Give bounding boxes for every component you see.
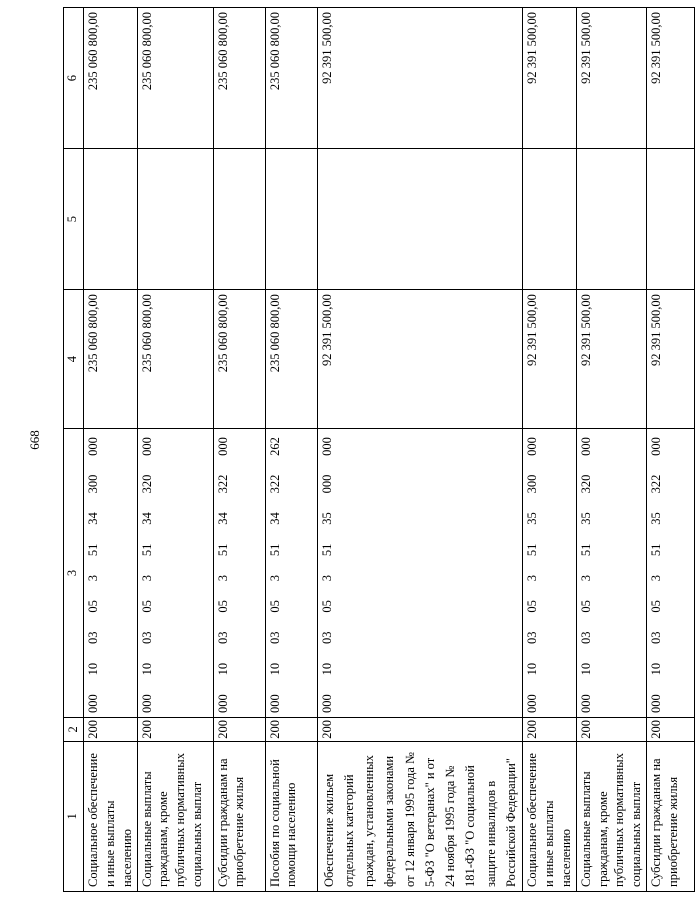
table-body: [83, 8, 694, 892]
row-col-2: 200: [647, 717, 695, 741]
row-col-6: 92 391 500,00: [523, 8, 577, 149]
code-segment: 51: [319, 543, 334, 557]
row-col-4: 92 391 500,00: [647, 290, 695, 429]
code-segment: 10: [525, 662, 539, 676]
table-row: [576, 8, 647, 892]
code-segment: 000: [649, 437, 664, 456]
code-segment: 35: [578, 512, 593, 525]
code-segment: 000: [215, 437, 230, 456]
code-segment: 05: [267, 600, 282, 613]
code-segment: 05: [649, 600, 664, 613]
table-row: [137, 8, 213, 892]
code-segment: 000: [319, 474, 334, 494]
code-segment: 000: [578, 437, 593, 456]
code-segment: 3: [578, 575, 593, 582]
row-codes: [647, 428, 695, 717]
code-segment: 05: [578, 600, 593, 613]
row-codes: [83, 428, 137, 717]
code-segment: 10: [215, 662, 230, 676]
row-col-5: [647, 149, 695, 290]
code-list: [319, 433, 336, 713]
code-segment: 10: [139, 662, 154, 676]
row-col-2: 200: [523, 717, 577, 741]
row-col-4: 92 391 500,00: [576, 290, 647, 429]
row-codes: [213, 428, 265, 717]
budget-table: [63, 7, 695, 892]
row-col-2: 200: [137, 717, 213, 741]
code-segment: 03: [525, 631, 539, 644]
row-codes: [137, 428, 213, 717]
code-segment: 3: [139, 575, 154, 582]
row-col-5: [137, 149, 213, 290]
header-col-1: 1: [64, 741, 84, 891]
row-col-5: [317, 149, 523, 290]
code-segment: 05: [319, 600, 334, 613]
row-col-4: 92 391 500,00: [523, 290, 577, 429]
code-segment: 322: [649, 474, 664, 494]
code-segment: 322: [267, 474, 282, 494]
row-codes: [317, 428, 523, 717]
row-col-2: 200: [576, 717, 647, 741]
code-segment: 000: [649, 694, 664, 713]
row-col-5: [523, 149, 577, 290]
table-row: [523, 8, 577, 892]
code-segment: 3: [649, 575, 664, 582]
code-segment: 03: [578, 631, 593, 644]
table-row: [647, 8, 695, 892]
row-col-2: 200: [317, 717, 523, 741]
code-segment: 03: [319, 631, 334, 644]
row-name: Социальные выплаты гражданам, кроме публичных нормативных социальных выплат: [137, 741, 213, 891]
code-segment: 320: [139, 474, 154, 494]
code-segment: 34: [267, 512, 282, 525]
row-col-5: [576, 149, 647, 290]
code-segment: 000: [85, 694, 100, 713]
row-name: Субсидии гражданам на приобретение жилья: [647, 741, 695, 891]
code-segment: 05: [85, 600, 100, 613]
code-list: [648, 433, 665, 713]
table-row: [83, 8, 137, 892]
code-segment: 51: [267, 543, 282, 557]
code-segment: 34: [215, 512, 230, 525]
row-name: Субсидии гражданам на приобретение жилья: [213, 741, 265, 891]
row-col-6: 92 391 500,00: [576, 8, 647, 149]
row-col-6: 92 391 500,00: [647, 8, 695, 149]
code-segment: 322: [215, 474, 230, 494]
code-segment: 000: [578, 694, 593, 713]
code-segment: 10: [319, 662, 334, 676]
rotated-page: [63, 7, 680, 892]
code-segment: 51: [578, 543, 593, 557]
header-col-3: 3: [64, 428, 84, 717]
row-name: Социальные выплаты гражданам, кроме публичных нормативных социальных выплат: [576, 741, 647, 891]
code-segment: 000: [525, 694, 539, 713]
code-list: [267, 433, 284, 713]
row-col-4: 235 060 800,00: [265, 290, 317, 429]
code-segment: 000: [267, 694, 282, 713]
code-segment: 03: [215, 631, 230, 644]
header-row: [64, 8, 84, 892]
row-col-4: 235 060 800,00: [213, 290, 265, 429]
header-col-2: 2: [64, 717, 84, 741]
table-row: [213, 8, 265, 892]
code-segment: 3: [267, 575, 282, 582]
code-list: [524, 433, 541, 713]
code-segment: 03: [85, 631, 100, 644]
code-segment: 03: [267, 631, 282, 644]
header-col-5: 5: [64, 149, 84, 290]
row-col-4: 235 060 800,00: [137, 290, 213, 429]
code-segment: 34: [85, 512, 100, 525]
row-col-5: [213, 149, 265, 290]
code-segment: 35: [525, 512, 539, 525]
code-segment: 10: [267, 662, 282, 676]
code-segment: 34: [139, 512, 154, 525]
row-name: Пособия по социальной помощи населению: [265, 741, 317, 891]
code-segment: 3: [85, 575, 100, 582]
code-segment: 3: [215, 575, 230, 582]
code-segment: 51: [649, 543, 664, 557]
code-segment: 35: [319, 512, 334, 525]
code-segment: 262: [267, 437, 282, 456]
row-col-6: 235 060 800,00: [213, 8, 265, 149]
page-number: 668: [27, 430, 42, 450]
row-codes: [576, 428, 647, 717]
code-segment: 320: [578, 474, 593, 494]
row-codes: [265, 428, 317, 717]
code-segment: 300: [525, 474, 539, 494]
header-col-4: 4: [64, 290, 84, 429]
code-segment: 10: [578, 662, 593, 676]
code-segment: 000: [319, 437, 334, 456]
row-name: Социальное обеспечение и иные выплаты населению: [523, 741, 577, 891]
code-segment: 35: [649, 512, 664, 525]
row-name: Социальное обеспечение и иные выплаты населению: [83, 741, 137, 891]
code-segment: 51: [139, 543, 154, 557]
code-segment: 000: [525, 437, 539, 456]
code-segment: 03: [649, 631, 664, 644]
row-col-2: 200: [265, 717, 317, 741]
row-col-6: 235 060 800,00: [83, 8, 137, 149]
row-col-6: 235 060 800,00: [265, 8, 317, 149]
header-col-6: 6: [64, 8, 84, 149]
code-segment: 000: [139, 437, 154, 456]
row-codes: [523, 428, 577, 717]
code-list: [85, 433, 102, 713]
code-segment: 000: [85, 437, 100, 456]
code-segment: 300: [85, 474, 100, 494]
code-segment: 51: [215, 543, 230, 557]
code-segment: 51: [525, 543, 539, 557]
code-segment: 05: [139, 600, 154, 613]
code-segment: 10: [85, 662, 100, 676]
row-col-6: 235 060 800,00: [137, 8, 213, 149]
code-segment: 03: [139, 631, 154, 644]
table-row: [317, 8, 523, 892]
code-list: [578, 433, 595, 713]
code-segment: 3: [319, 575, 334, 582]
row-name: Обеспечение жильем отдельных категорий граждан, установленных федеральными законами от 12 января 1995 года № 5-ФЗ "О ветеранах" и от 24 ноября 1995 года № 181-ФЗ "О социальной защите инвалидов в Российской Федерации": [317, 741, 523, 891]
row-col-2: 200: [83, 717, 137, 741]
row-col-5: [265, 149, 317, 290]
code-segment: 05: [525, 600, 539, 613]
code-segment: 000: [139, 694, 154, 713]
row-col-4: 235 060 800,00: [83, 290, 137, 429]
code-segment: 51: [85, 543, 100, 557]
row-col-5: [83, 149, 137, 290]
row-col-4: 92 391 500,00: [317, 290, 523, 429]
row-col-2: 200: [213, 717, 265, 741]
code-segment: 000: [215, 694, 230, 713]
code-segment: 3: [525, 575, 539, 582]
code-list: [215, 433, 232, 713]
table-row: [265, 8, 317, 892]
code-segment: 05: [215, 600, 230, 613]
code-list: [139, 433, 156, 713]
row-col-6: 92 391 500,00: [317, 8, 523, 149]
code-segment: 10: [649, 662, 664, 676]
code-segment: 000: [319, 694, 334, 713]
